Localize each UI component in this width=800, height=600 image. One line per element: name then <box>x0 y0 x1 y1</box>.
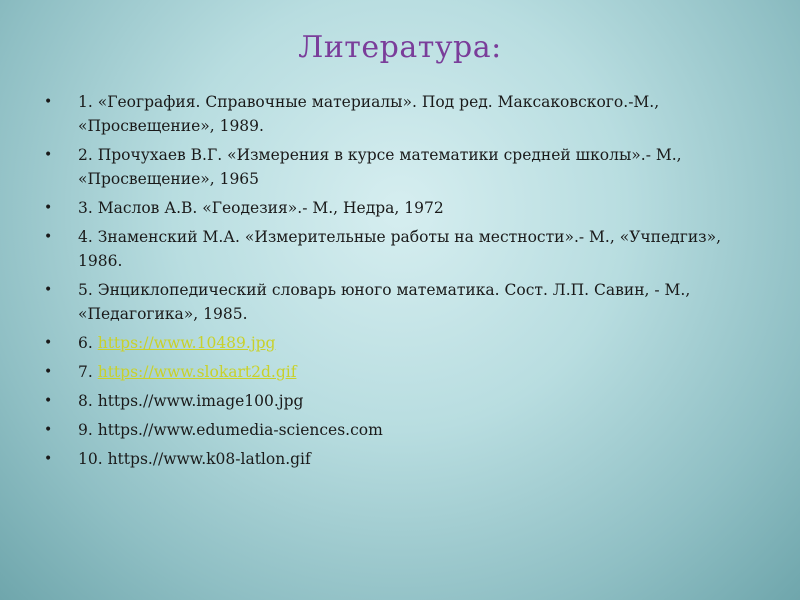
list-item <box>40 143 770 191</box>
list-item <box>40 331 770 355</box>
list-item <box>40 90 770 138</box>
reference-text: 7. <box>78 363 98 381</box>
reference-list <box>40 90 770 476</box>
bullet-icon: • <box>44 282 53 298</box>
reference-link[interactable]: https://www.slokart2d.gif <box>97 363 297 381</box>
reference-text: 2. Прочухаев В.Г. «Измерения в курсе математики средней школы».- М., «Просвещение», 1965 <box>78 146 682 188</box>
bullet-icon: • <box>44 335 53 351</box>
bullet-icon: • <box>44 422 53 438</box>
reference-text: 10. https.//www.k08-latlon.gif <box>78 450 311 468</box>
reference-link[interactable]: https://www.10489.jpg <box>97 334 276 352</box>
list-item <box>40 360 770 384</box>
bullet-icon: • <box>44 229 53 245</box>
bullet-icon: • <box>44 364 53 380</box>
list-item <box>40 225 770 273</box>
bullet-icon: • <box>44 94 53 110</box>
list-item <box>40 418 770 442</box>
reference-text: 6. <box>78 334 98 352</box>
bullet-icon: • <box>44 393 53 409</box>
reference-text: 1. «География. Справочные материалы». Под ред. Максаковского.-М., «Просвещение», 1989. <box>78 93 660 135</box>
reference-text: 8. https.//www.image100.jpg <box>78 392 304 410</box>
bullet-icon: • <box>44 147 53 163</box>
list-item <box>40 196 770 220</box>
reference-text: 5. Энциклопедический словарь юного математика. Сост. Л.П. Савин, - М., «Педагогика», 1985. <box>78 281 691 323</box>
bullet-icon: • <box>44 451 53 467</box>
reference-text: 9. https.//www.edumedia-sciences.com <box>78 421 383 439</box>
list-item <box>40 447 770 471</box>
list-item <box>40 389 770 413</box>
reference-text: 3. Маслов А.В. «Геодезия».- М., Недра, 1972 <box>78 199 444 217</box>
list-item <box>40 278 770 326</box>
slide-title: Литература: <box>298 30 502 65</box>
bullet-icon: • <box>44 200 53 216</box>
reference-text: 4. Знаменский М.А. «Измерительные работы на местности».- М., «Учпедгиз», 1986. <box>78 228 722 270</box>
